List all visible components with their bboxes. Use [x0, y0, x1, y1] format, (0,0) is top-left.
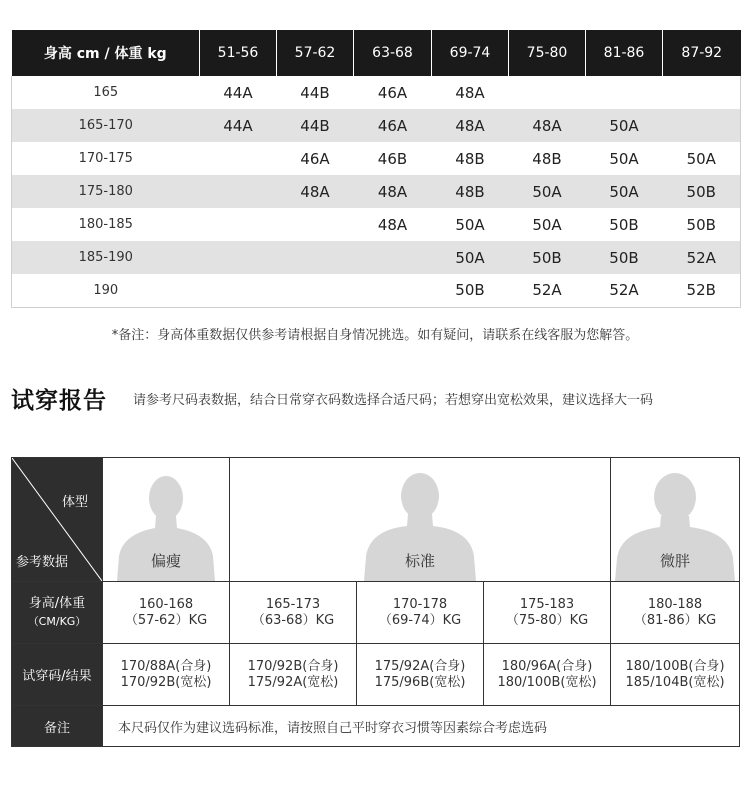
size-cell: 50B: [663, 208, 741, 241]
size-cell: 48A: [432, 76, 509, 109]
size-cell: [663, 76, 741, 109]
height-cell: 170-175: [12, 142, 200, 175]
size-row: [12, 208, 741, 241]
remark-text: 本尺码仅作为建议选码标准，请按照自己平时穿衣习惯等因素综合考虑选码: [103, 706, 739, 746]
try-fit: 180/100B(合身): [625, 658, 725, 674]
weight-header: 51-56: [200, 30, 277, 76]
size-row: [12, 175, 741, 208]
size-row: [12, 109, 741, 142]
size-cell: [354, 241, 432, 274]
size-cell: 44A: [200, 76, 277, 109]
try-cell: [611, 644, 739, 705]
size-cell: 48B: [509, 142, 586, 175]
row-label-try: 试穿码/结果: [12, 644, 102, 705]
size-cell: 48B: [432, 175, 509, 208]
size-cell: 48A: [354, 175, 432, 208]
weight-header: 57-62: [277, 30, 354, 76]
size-cell: [354, 274, 432, 307]
body-type-label: 微胖: [659, 552, 690, 570]
size-cell: 52B: [663, 274, 741, 307]
height-cell: 165-170: [12, 109, 200, 142]
size-cell: 48A: [509, 109, 586, 142]
size-cell: 44B: [277, 109, 354, 142]
size-cell: 50B: [586, 241, 663, 274]
hw-height: 175-183: [519, 596, 575, 612]
corner-cell: [12, 458, 102, 581]
try-cell: [103, 644, 229, 705]
body-type-label: 偏瘦: [150, 552, 181, 570]
try-fit: 170/88A(合身): [120, 658, 212, 674]
weight-header: 81-86: [586, 30, 663, 76]
size-cell: 50B: [663, 175, 741, 208]
hw-weight: （75-80）KG: [505, 612, 589, 628]
row-label-height-weight: [12, 582, 102, 643]
size-cell: [277, 208, 354, 241]
row-label-text: 身高/体重: [28, 595, 86, 611]
hw-weight: （63-68）KG: [251, 612, 335, 628]
weight-header: 87-92: [663, 30, 741, 76]
size-cell: 48A: [432, 109, 509, 142]
try-loose: 185/104B(宽松): [625, 674, 725, 690]
try-fit: 175/92A(合身): [374, 658, 466, 674]
row-label-remark: 备注: [12, 706, 102, 746]
hw-height: 170-178: [392, 596, 448, 612]
corner-label-data: 参考数据: [16, 555, 69, 570]
size-cell: 50B: [432, 274, 509, 307]
size-cell: 50B: [586, 208, 663, 241]
size-cell: [277, 274, 354, 307]
size-cell: 44B: [277, 76, 354, 109]
height-cell: 175-180: [12, 175, 200, 208]
hw-height: 165-173: [265, 596, 321, 612]
try-cell: [484, 644, 610, 705]
body-type-chubby: [611, 458, 739, 581]
height-cell: 185-190: [12, 241, 200, 274]
trial-report-title: 试穿报告: [11, 388, 107, 414]
size-cell: [200, 208, 277, 241]
corner-label-type: 体型: [61, 495, 88, 510]
try-fit: 170/92B(合身): [247, 658, 339, 674]
trial-table: [11, 457, 740, 747]
size-cell: 48B: [432, 142, 509, 175]
size-row: [12, 241, 741, 274]
corner-header: 身高 cm / 体重 kg: [12, 30, 200, 76]
row-label-unit: （CM/KG）: [27, 614, 87, 628]
size-cell: 50A: [509, 208, 586, 241]
hw-cell: [103, 582, 229, 643]
try-fit: 180/96A(合身): [501, 658, 593, 674]
size-table-header: [12, 30, 741, 76]
height-cell: 190: [12, 274, 200, 307]
size-table: [11, 30, 741, 308]
size-cell: [200, 274, 277, 307]
hw-weight: （81-86）KG: [633, 612, 717, 628]
size-row: [12, 76, 741, 109]
weight-header: 75-80: [509, 30, 586, 76]
size-cell: 50A: [432, 241, 509, 274]
size-cell: [200, 241, 277, 274]
size-cell: [586, 76, 663, 109]
size-cell: 50A: [586, 175, 663, 208]
size-cell: [200, 175, 277, 208]
body-type-label: 标准: [404, 552, 435, 570]
try-loose: 180/100B(宽松): [497, 674, 597, 690]
size-note: *备注：身高体重数据仅供参考请根据自身情况挑选。如有疑问，请联系在线客服为您解答。: [111, 328, 639, 343]
hw-cell: [230, 582, 356, 643]
try-loose: 170/92B(宽松): [120, 674, 212, 690]
size-cell: 46A: [277, 142, 354, 175]
weight-header: 63-68: [354, 30, 432, 76]
size-cell: [277, 241, 354, 274]
size-cell: 52A: [509, 274, 586, 307]
hw-cell: [357, 582, 483, 643]
size-row: [12, 142, 741, 175]
weight-header: 69-74: [432, 30, 509, 76]
hw-height: 180-188: [647, 596, 703, 612]
size-cell: 50A: [663, 142, 741, 175]
body-type-standard: [230, 458, 610, 581]
body-type-slim: [103, 458, 229, 581]
hw-cell: [484, 582, 610, 643]
hw-weight: （69-74）KG: [378, 612, 462, 628]
size-cell: 46A: [354, 76, 432, 109]
size-cell: 52A: [663, 241, 741, 274]
size-cell: 50B: [509, 241, 586, 274]
size-cell: 50A: [586, 109, 663, 142]
try-loose: 175/96B(宽松): [374, 674, 466, 690]
size-cell: 50A: [586, 142, 663, 175]
hw-height: 160-168: [138, 596, 194, 612]
hw-weight: （57-62）KG: [124, 612, 208, 628]
trial-report-subtitle: 请参考尺码表数据，结合日常穿衣码数选择合适尺码；若想穿出宽松效果，建议选择大一码: [133, 393, 654, 408]
size-cell: [200, 142, 277, 175]
try-loose: 175/92A(宽松): [247, 674, 339, 690]
size-cell: 52A: [586, 274, 663, 307]
size-cell: [509, 76, 586, 109]
size-cell: 46A: [354, 109, 432, 142]
hw-cell: [611, 582, 739, 643]
size-row: [12, 274, 741, 307]
height-cell: 165: [12, 76, 200, 109]
try-cell: [357, 644, 483, 705]
size-cell: 48A: [354, 208, 432, 241]
size-cell: 44A: [200, 109, 277, 142]
size-cell: 46B: [354, 142, 432, 175]
size-cell: [663, 109, 741, 142]
height-cell: 180-185: [12, 208, 200, 241]
try-cell: [230, 644, 356, 705]
size-cell: 50A: [509, 175, 586, 208]
size-cell: 50A: [432, 208, 509, 241]
size-cell: 48A: [277, 175, 354, 208]
